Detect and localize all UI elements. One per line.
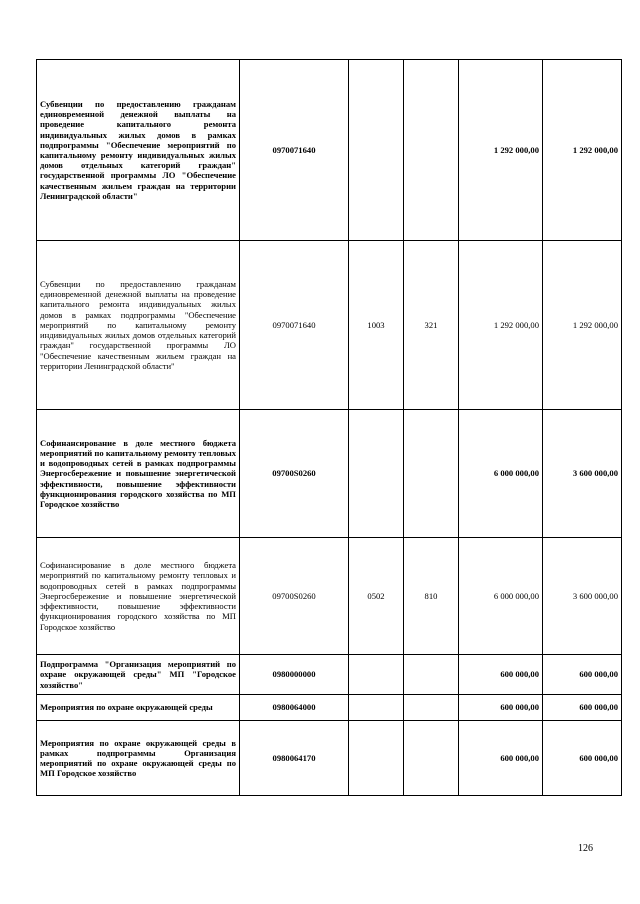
expense-kind-cell: 321: [404, 241, 459, 410]
section-cell: [349, 721, 404, 796]
amount-year1-cell: 600 000,00: [459, 655, 543, 695]
table-row: [37, 410, 622, 538]
page-number: 126: [578, 843, 593, 854]
row-name-cell: Подпрограмма "Организация мероприятий по охране окружающей среды" МП "Городское хозяйство": [37, 655, 240, 695]
expense-kind-cell: 810: [404, 538, 459, 655]
target-code-cell: 0980064000: [240, 695, 349, 721]
expense-kind-cell: [404, 655, 459, 695]
table-row: [37, 655, 622, 695]
target-code-cell: 0970071640: [240, 60, 349, 241]
amount-year1-cell: 1 292 000,00: [459, 241, 543, 410]
row-name-cell: Мероприятия по охране окружающей среды: [37, 695, 240, 721]
budget-table: [36, 59, 622, 796]
row-name-cell: Софинансирование в доле местного бюджета мероприятий по капитальному ремонту тепловых и водопроводных сетей в рамках подпрограммы Энергосбережение и повышение энергетической эффективности, повышение эффективности функционирования городского хозяйства по МП Городское хозяйство: [37, 410, 240, 538]
target-code-cell: 09700S0260: [240, 410, 349, 538]
table-row: [37, 538, 622, 655]
section-cell: [349, 695, 404, 721]
row-name-cell: Софинансирование в доле местного бюджета мероприятий по капитальному ремонту тепловых и водопроводных сетей в рамках подпрограммы Энергосбережение и повышение энергетической эффективности, повышение эффективности функционирования городского хозяйства по МП Городское хозяйство: [37, 538, 240, 655]
amount-year2-cell: 1 292 000,00: [543, 60, 622, 241]
section-cell: [349, 60, 404, 241]
row-name-cell: Субвенции по предоставлению гражданам единовременной денежной выплаты на проведение капитального ремонта индивидуальных жилых домов в рамках подпрограммы "Обеспечение мероприятий по капитальному ремонту индивидуальных жилых домов отдельных категорий граждан" государственной программы ЛО "Обеспечение качественным жильем граждан на территории Ленинградской области": [37, 241, 240, 410]
target-code-cell: 0980064170: [240, 721, 349, 796]
expense-kind-cell: [404, 721, 459, 796]
amount-year2-cell: 3 600 000,00: [543, 410, 622, 538]
expense-kind-cell: [404, 410, 459, 538]
amount-year2-cell: 1 292 000,00: [543, 241, 622, 410]
table-row: [37, 695, 622, 721]
target-code-cell: 09700S0260: [240, 538, 349, 655]
amount-year2-cell: 600 000,00: [543, 655, 622, 695]
expense-kind-cell: [404, 60, 459, 241]
amount-year1-cell: 600 000,00: [459, 721, 543, 796]
target-code-cell: 0970071640: [240, 241, 349, 410]
expense-kind-cell: [404, 695, 459, 721]
row-name-cell: Субвенции по предоставлению гражданам единовременной денежной выплаты на проведение капитального ремонта индивидуальных жилых домов в рамках подпрограммы "Обеспечение мероприятий по капитальному ремонту индивидуальных жилых домов отдельных категорий граждан" государственной программы ЛО "Обеспечение качественным жильем граждан на территории Ленинградской области": [37, 60, 240, 241]
amount-year2-cell: 600 000,00: [543, 721, 622, 796]
amount-year2-cell: 3 600 000,00: [543, 538, 622, 655]
row-name-cell: Мероприятия по охране окружающей среды в рамках подпрограммы Организация мероприятий по охране окружающей среды по МП Городское хозяйство: [37, 721, 240, 796]
amount-year2-cell: 600 000,00: [543, 695, 622, 721]
amount-year1-cell: 1 292 000,00: [459, 60, 543, 241]
amount-year1-cell: 6 000 000,00: [459, 410, 543, 538]
section-cell: 0502: [349, 538, 404, 655]
section-cell: 1003: [349, 241, 404, 410]
table-row: [37, 60, 622, 241]
table-row: [37, 721, 622, 796]
section-cell: [349, 655, 404, 695]
target-code-cell: 0980000000: [240, 655, 349, 695]
section-cell: [349, 410, 404, 538]
amount-year1-cell: 600 000,00: [459, 695, 543, 721]
table-row: [37, 241, 622, 410]
amount-year1-cell: 6 000 000,00: [459, 538, 543, 655]
